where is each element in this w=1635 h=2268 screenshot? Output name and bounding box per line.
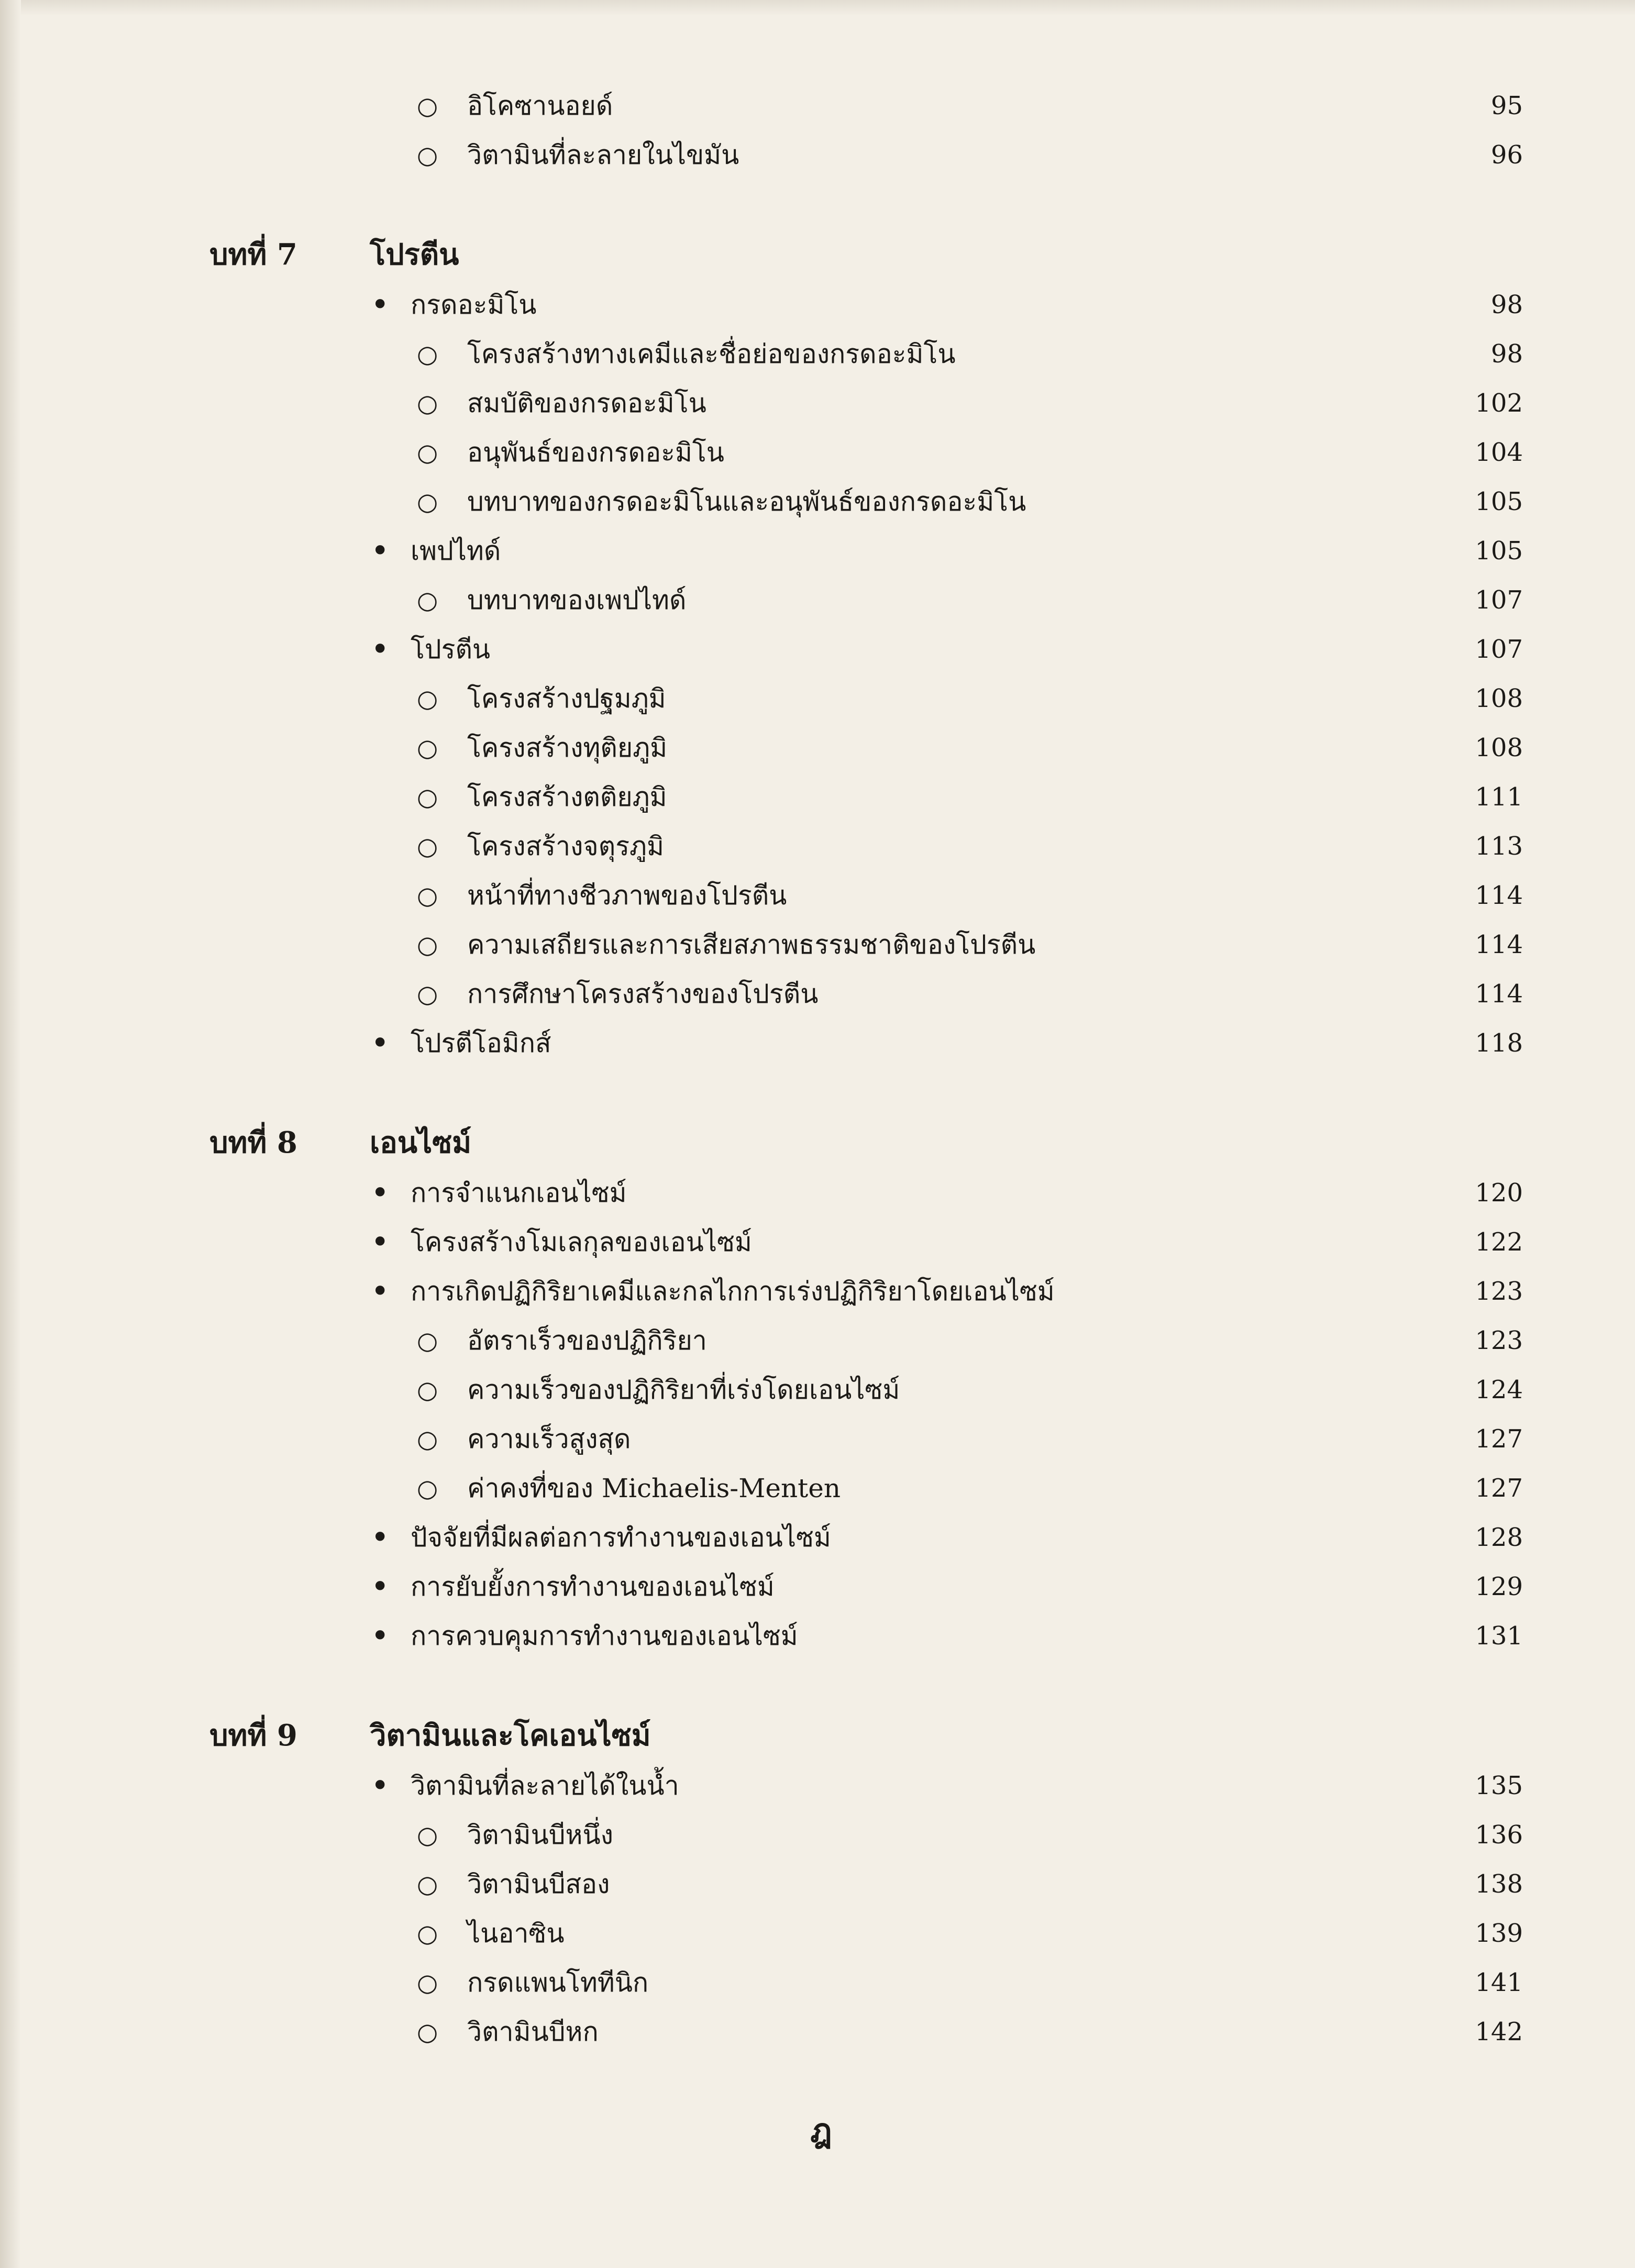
page-number: 114 (1475, 881, 1523, 910)
circle-bullet-icon: ○ (417, 340, 438, 368)
toc-chapter-heading (0, 1711, 1635, 1760)
entry-title: โปรตีน (411, 634, 491, 665)
circle-bullet-icon: ○ (417, 783, 438, 811)
page-number: 105 (1475, 536, 1523, 566)
toc-subentry (0, 1909, 1635, 1958)
circle-bullet-icon: ○ (417, 141, 438, 169)
entry-title: วิตามินที่ละลายในไขมัน (467, 140, 739, 170)
toc-entry (0, 1169, 1635, 1218)
entry-title: ความเร็วของปฏิกิริยาที่เร่งโดยเอนไซม์ (467, 1375, 900, 1405)
entry-title: โปรตีโอมิกส์ (411, 1028, 551, 1058)
circle-bullet-icon: ○ (417, 734, 438, 762)
toc-subentry (0, 1860, 1635, 1909)
bullet-icon: • (371, 1224, 390, 1260)
page-number: 136 (1475, 1820, 1523, 1850)
page-number: 114 (1475, 979, 1523, 1009)
toc-entry (0, 1019, 1635, 1068)
entry-title: โครงสร้างโมเลกุลของเอนไซม์ (411, 1227, 752, 1257)
page-number: 120 (1475, 1178, 1523, 1208)
toc-chapter-heading (0, 230, 1635, 279)
entry-title: โครงสร้างทุติยภูมิ (467, 733, 668, 763)
page-number: 114 (1475, 930, 1523, 959)
toc-subentry (0, 1811, 1635, 1860)
page-number: 113 (1475, 832, 1523, 861)
page-number: 102 (1475, 389, 1523, 418)
chapter-label: บทที่ 8 (209, 1125, 297, 1160)
page-number: 131 (1475, 1621, 1523, 1651)
entry-title: หน้าที่ทางชีวภาพของโปรตีน (467, 880, 787, 911)
circle-bullet-icon: ○ (417, 1919, 438, 1948)
toc-subentry (0, 379, 1635, 428)
circle-bullet-icon: ○ (417, 1326, 438, 1355)
entry-title: ปัจจัยที่มีผลต่อการทำงานของเอนไซม์ (411, 1522, 831, 1553)
chapter-title: เอนไซม์ (370, 1125, 472, 1160)
bullet-icon: • (371, 1025, 390, 1061)
page-number: 135 (1475, 1771, 1523, 1800)
bullet-icon: • (371, 1568, 390, 1605)
toc-entry (0, 625, 1635, 674)
chapter-label: บทที่ 7 (209, 237, 297, 272)
toc-subentry (0, 1366, 1635, 1414)
page-number: 98 (1490, 290, 1523, 319)
entry-title: ความเร็วสูงสุด (467, 1424, 631, 1454)
page-number: 127 (1475, 1474, 1523, 1503)
circle-bullet-icon: ○ (417, 92, 438, 120)
circle-bullet-icon: ○ (417, 832, 438, 860)
bullet-icon: • (371, 533, 390, 569)
toc-subentry (0, 330, 1635, 379)
bullet-icon: • (371, 1273, 390, 1310)
page-number: 129 (1475, 1572, 1523, 1601)
bullet-icon: • (371, 1519, 390, 1556)
chapter-title: โปรตีน (370, 237, 459, 272)
toc-subentry (0, 2008, 1635, 2056)
toc-entry (0, 1218, 1635, 1267)
entry-title: ไนอาซิน (467, 1918, 565, 1949)
toc-subentry (0, 773, 1635, 822)
toc-entry (0, 1612, 1635, 1661)
entry-title: ค่าคงที่ของ Michaelis-Menten (467, 1473, 841, 1503)
toc-subentry (0, 576, 1635, 625)
circle-bullet-icon: ○ (417, 1968, 438, 1997)
entry-title: โครงสร้างทางเคมีและชื่อย่อของกรดอะมิโน (467, 339, 956, 369)
toc-subentry (0, 822, 1635, 871)
entry-title: โครงสร้างตติยภูมิ (467, 782, 667, 812)
entry-title: บทบาทของกรดอะมิโนและอนุพันธ์ของกรดอะมิโน (467, 486, 1026, 517)
page-number: 108 (1475, 684, 1523, 713)
toc-subentry (0, 871, 1635, 920)
page-number: 95 (1490, 91, 1523, 120)
page-number: 104 (1475, 438, 1523, 467)
circle-bullet-icon: ○ (417, 488, 438, 516)
toc-subentry (0, 970, 1635, 1019)
entry-title: กรดอะมิโน (411, 290, 537, 320)
circle-bullet-icon: ○ (417, 1376, 438, 1404)
entry-title: ความเสถียรและการเสียสภาพธรรมชาติของโปรตีน (467, 930, 1036, 960)
circle-bullet-icon: ○ (417, 931, 438, 959)
toc-entry (0, 1267, 1635, 1316)
page-number: 96 (1490, 140, 1523, 170)
entry-title: โครงสร้างจตุรภูมิ (467, 831, 664, 861)
page-number: 127 (1475, 1424, 1523, 1454)
toc-entry (0, 1762, 1635, 1810)
page-number: 107 (1475, 585, 1523, 615)
circle-bullet-icon: ○ (417, 2018, 438, 2046)
entry-title: การจำแนกเอนไซม์ (411, 1178, 627, 1208)
page-number: 123 (1475, 1277, 1523, 1306)
entry-title: วิตามินบีหนึ่ง (467, 1820, 614, 1850)
page-number: 122 (1475, 1227, 1523, 1257)
toc-chapter-heading (0, 1119, 1635, 1167)
toc-subentry (0, 428, 1635, 477)
toc-subentry (0, 1316, 1635, 1365)
entry-title: บทบาทของเพปไทด์ (467, 585, 687, 615)
page-number: 123 (1475, 1326, 1523, 1355)
toc-subentry (0, 1415, 1635, 1464)
chapter-label: บทที่ 9 (209, 1718, 297, 1753)
entry-title: การควบคุมการทำงานของเอนไซม์ (411, 1621, 798, 1651)
circle-bullet-icon: ○ (417, 1474, 438, 1502)
circle-bullet-icon: ○ (417, 1425, 438, 1453)
bullet-icon: • (371, 631, 390, 668)
circle-bullet-icon: ○ (417, 980, 438, 1008)
entry-title: วิตามินที่ละลายได้ในน้ำ (411, 1771, 679, 1801)
circle-bullet-icon: ○ (417, 389, 438, 417)
circle-bullet-icon: ○ (417, 438, 438, 467)
bullet-icon: • (371, 286, 390, 323)
bullet-icon: • (371, 1767, 390, 1804)
entry-title: การศึกษาโครงสร้างของโปรตีน (467, 979, 819, 1009)
circle-bullet-icon: ○ (417, 684, 438, 713)
entry-title: อิโคซานอยด์ (467, 91, 613, 121)
toc-entry (0, 1513, 1635, 1562)
toc-subentry (0, 131, 1635, 180)
entry-title: อนุพันธ์ของกรดอะมิโน (467, 437, 724, 468)
circle-bullet-icon: ○ (417, 1821, 438, 1849)
circle-bullet-icon: ○ (417, 881, 438, 910)
entry-title: วิตามินบีสอง (467, 1869, 610, 1899)
page-number: 107 (1475, 635, 1523, 664)
toc-subentry (0, 1464, 1635, 1513)
page-number: 138 (1475, 1869, 1523, 1899)
circle-bullet-icon: ○ (417, 586, 438, 614)
page-number: 111 (1475, 782, 1523, 812)
entry-title: กรดแพนโททีนิก (467, 1967, 649, 1998)
page-number: 124 (1475, 1375, 1523, 1404)
page-number: 142 (1475, 2017, 1523, 2046)
page-number: 105 (1475, 487, 1523, 516)
entry-title: โครงสร้างปฐมภูมิ (467, 683, 666, 714)
entry-title: เพปไทด์ (411, 536, 501, 566)
toc-entry (0, 281, 1635, 329)
bullet-icon: • (371, 1175, 390, 1211)
circle-bullet-icon: ○ (417, 1870, 438, 1898)
toc-subentry (0, 724, 1635, 772)
toc-entry (0, 527, 1635, 576)
entry-title: วิตามินบีหก (467, 2017, 599, 2047)
toc-subentry (0, 1959, 1635, 2007)
page-number: 108 (1475, 733, 1523, 762)
page-number: 118 (1475, 1028, 1523, 1058)
page-number: 141 (1475, 1968, 1523, 1997)
bullet-icon: • (371, 1618, 390, 1654)
entry-title: การยับยั้งการทำงานของเอนไซม์ (411, 1572, 775, 1602)
toc-subentry (0, 478, 1635, 526)
chapter-title: วิตามินและโคเอนไซม์ (370, 1718, 651, 1753)
page-number: 128 (1475, 1523, 1523, 1552)
entry-title: อัตราเร็วของปฏิกิริยา (467, 1325, 707, 1356)
toc-subentry (0, 674, 1635, 723)
toc-subentry (0, 921, 1635, 969)
toc-entry (0, 1563, 1635, 1611)
entry-title: สมบัติของกรดอะมิโน (467, 388, 706, 418)
page-footer-mark: ฎ (810, 2111, 832, 2150)
entry-title: การเกิดปฏิกิริยาเคมีและกลไกการเร่งปฏิกิริยาโดยเอนไซม์ (411, 1276, 1055, 1307)
toc-subentry (0, 82, 1635, 130)
page-number: 139 (1475, 1919, 1523, 1948)
page-number: 98 (1490, 339, 1523, 369)
